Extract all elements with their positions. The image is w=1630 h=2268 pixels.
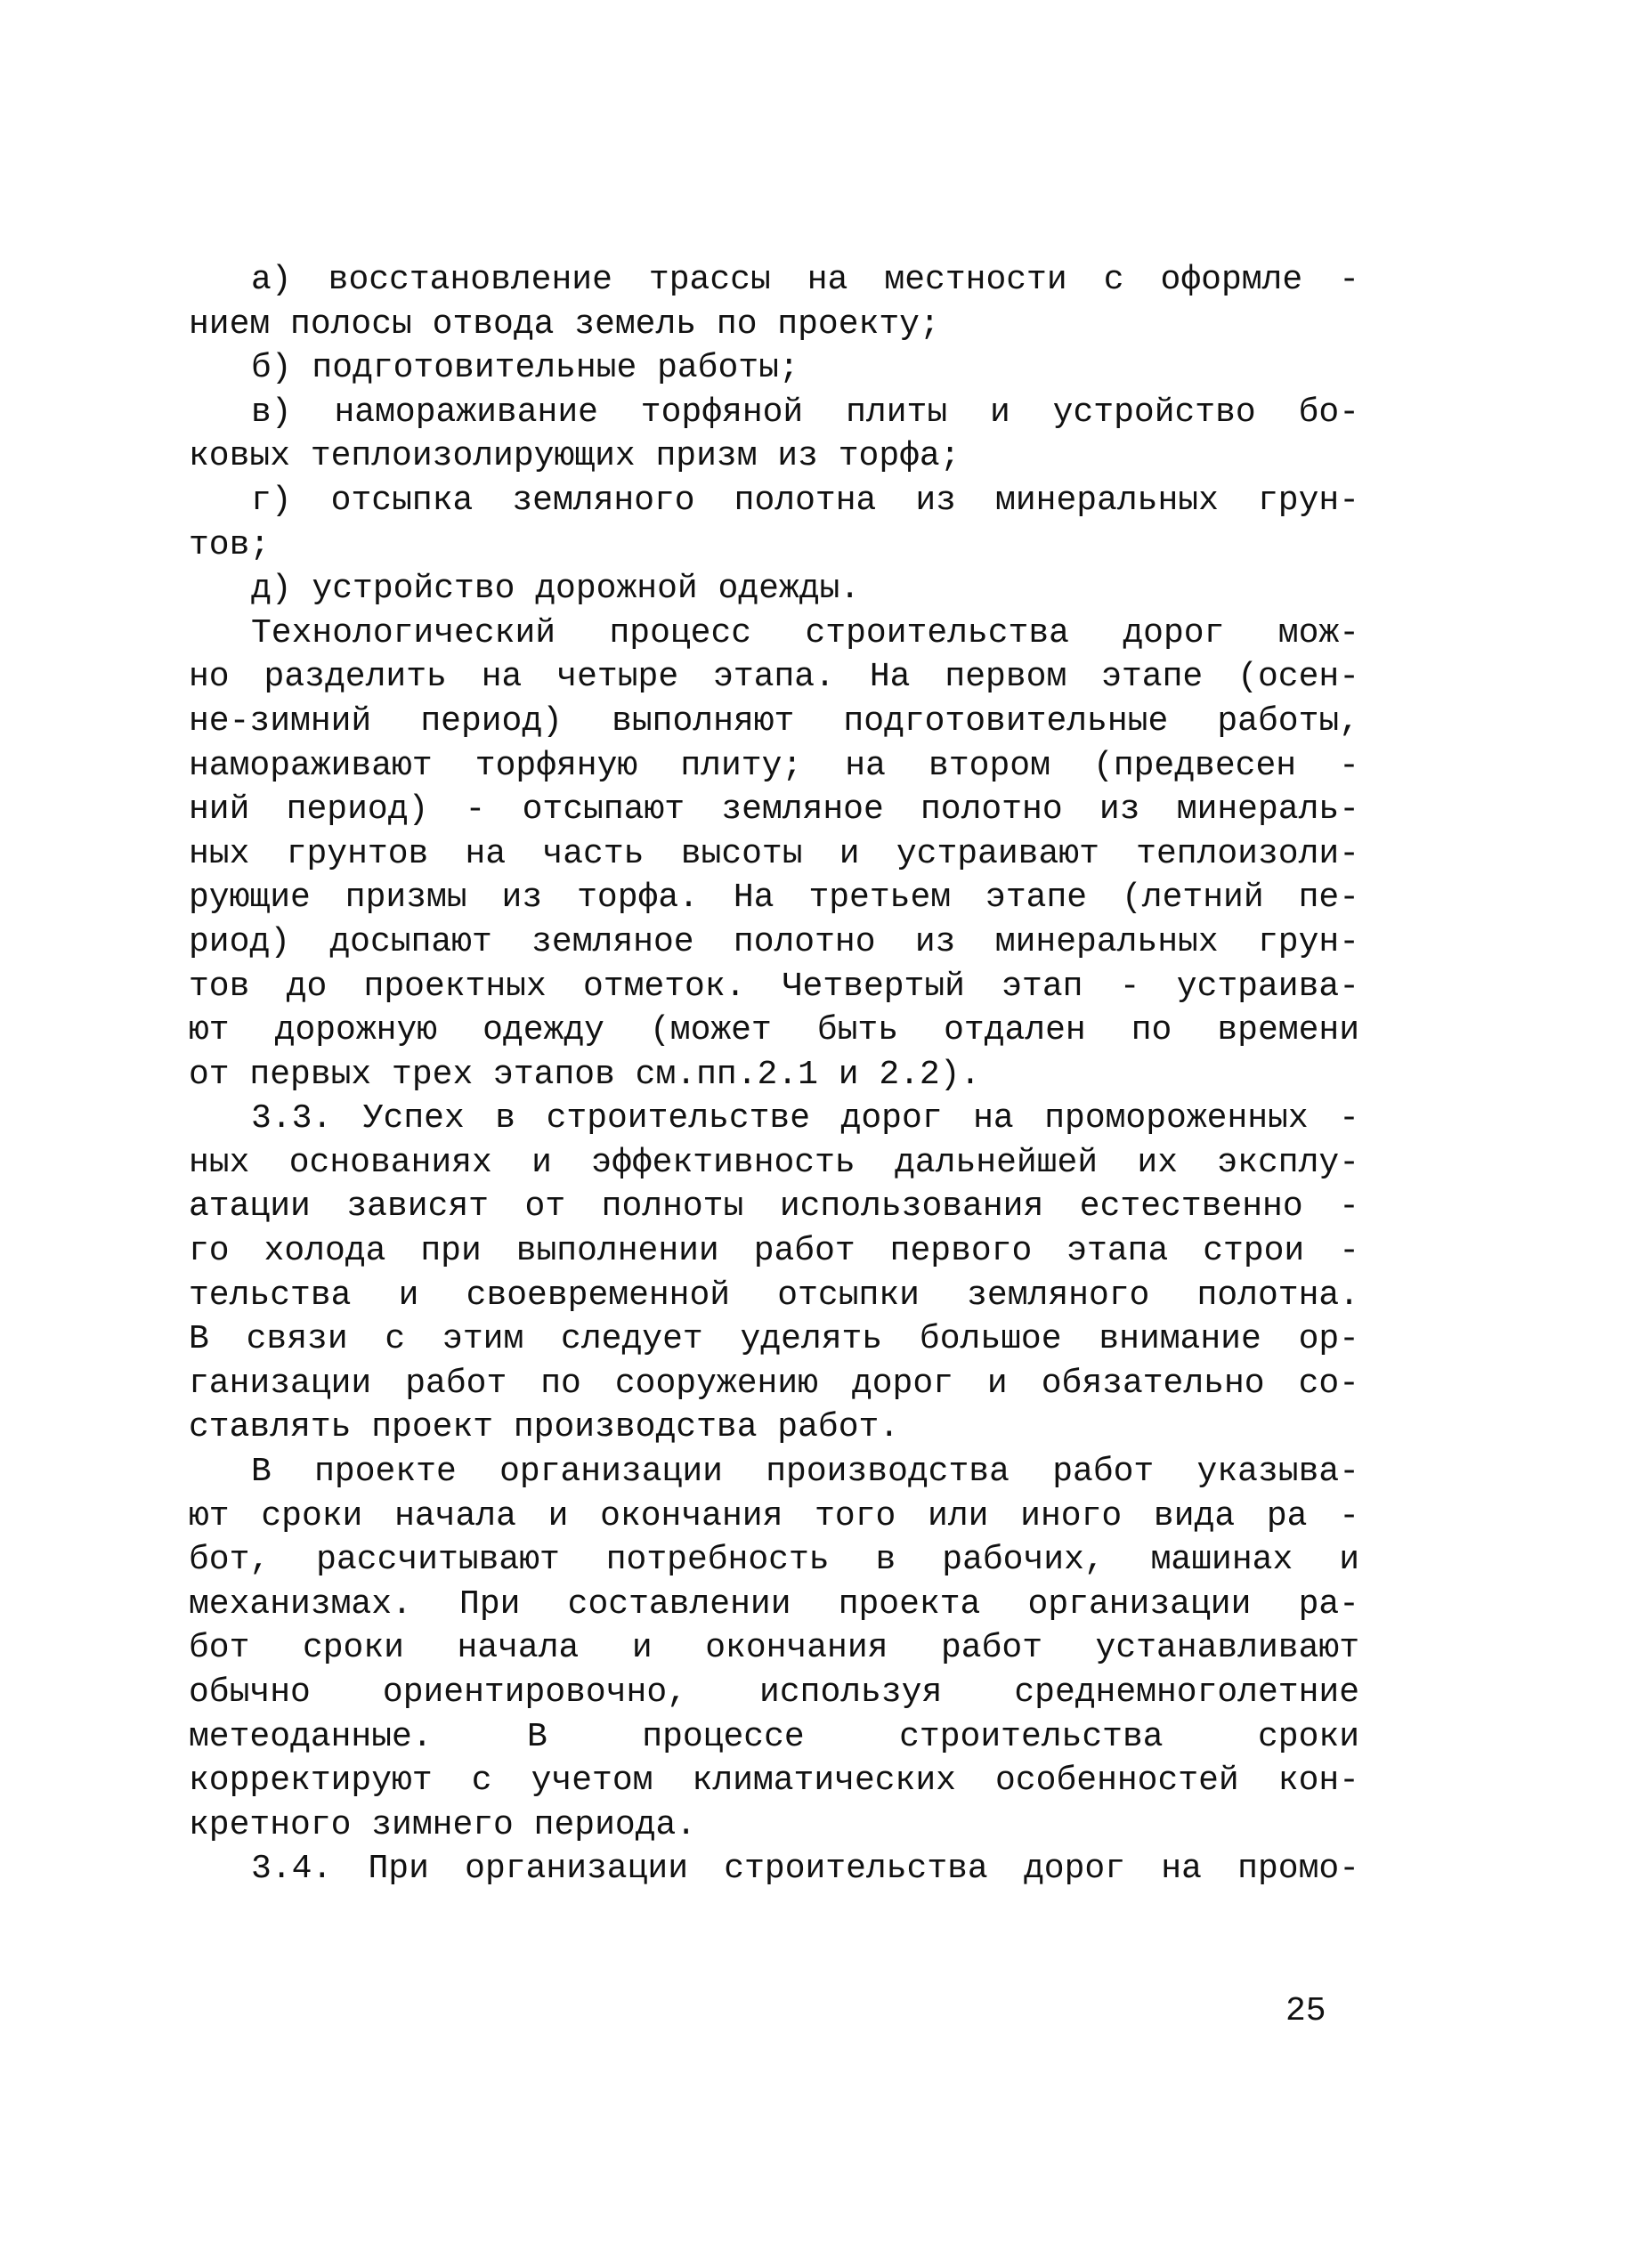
page-number: 25 (1285, 1992, 1326, 2030)
text-line: ковых теплоизолирующих призм из торфа; (189, 437, 961, 476)
text-line: ставлять проект производства работ. (189, 1408, 900, 1447)
text-line: от первых трех этапов см.пп.2.1 и 2.2). (189, 1055, 981, 1094)
text-line: Технологический процесс строительства дорог мож- (251, 613, 1359, 652)
text-line: В проекте организации производства работ указыва- (251, 1453, 1359, 1492)
text-line: го холода при выполнении работ первого этапа строи - (189, 1232, 1359, 1271)
text-line: бот сроки начала и окончания работ устанавливают (189, 1629, 1359, 1668)
text-line: метеоданные. В процессе строительства сроки (189, 1717, 1359, 1756)
paragraph-para-technological-process (189, 612, 1359, 1098)
text-line: ют дорожную одежду (может быть отдален по времени (189, 1011, 1359, 1050)
paragraph-item-d (189, 567, 1359, 612)
paragraph-para-3-4 (189, 1847, 1359, 1891)
text-line: ний период) - отсыпают земляное полотно из минераль- (189, 790, 1359, 830)
text-line: намораживают торфяную плиту; на втором (предвесен - (189, 746, 1359, 785)
text-line: ганизации работ по сооружению дорог и обязательно со- (189, 1364, 1359, 1403)
text-line: корректируют с учетом климатических особенностей кон- (189, 1762, 1359, 1801)
text-line: атации зависят от полноты использования естественно - (189, 1187, 1359, 1227)
text-line: кретного зимнего периода. (189, 1805, 697, 1844)
text-line: ных грунтов на часть высоты и устраивают теплоизоли- (189, 834, 1359, 873)
text-line: не-зимний период) выполняют подготовительные работы, (189, 701, 1359, 741)
text-line: обычно ориентировочно, используя среднемноголетние (189, 1673, 1359, 1712)
paragraph-item-g (189, 479, 1359, 567)
text-line: д) устройство дорожной одежды. (251, 570, 861, 609)
text-line: тельства и своевременной отсыпки земляного полотна. (189, 1276, 1359, 1315)
text-line: бот, рассчитывают потребность в рабочих, машинах и (189, 1541, 1359, 1580)
text-line: г) отсыпка земляного полотна из минеральных грун- (251, 481, 1359, 520)
text-line: в) намораживание торфяной плиты и устройство бо- (251, 393, 1359, 432)
text-line: тов; (189, 525, 271, 564)
text-line: ют сроки начала и окончания того или иного вида ра - (189, 1496, 1359, 1535)
text-line: риод) досыпают земляное полотно из минеральных грун- (189, 922, 1359, 961)
text-line: ных основаниях и эффективность дальнейшей их эксплу- (189, 1143, 1359, 1182)
body-text (189, 258, 1359, 1891)
text-line: механизмах. При составлении проекта организации ра- (189, 1584, 1359, 1624)
text-line: а) восстановление трассы на местности с оформле - (251, 261, 1359, 299)
text-line: рующие призмы из торфа. На третьем этапе (летний пе- (189, 879, 1359, 918)
text-line: тов до проектных отметок. Четвертый этап - устраива- (189, 967, 1359, 1006)
text-line: 3.3. Успех в строительстве дорог на промороженных - (251, 1099, 1359, 1138)
text-line: В связи с этим следует уделять большое внимание ор- (189, 1320, 1359, 1359)
text-line: 3.4. При организации строительства дорог на промо- (251, 1850, 1359, 1889)
paragraph-item-a (189, 258, 1359, 346)
text-line: но разделить на четыре этапа. На первом этапе (осен- (189, 658, 1359, 697)
text-line: нием полосы отвода земель по проекту; (189, 304, 940, 344)
paragraph-para-3-3 (189, 1097, 1359, 1450)
paragraph-para-project-organization (189, 1450, 1359, 1847)
paragraph-item-v (189, 391, 1359, 479)
text-line: б) подготовительные работы; (251, 349, 799, 388)
paragraph-item-b (189, 346, 1359, 391)
